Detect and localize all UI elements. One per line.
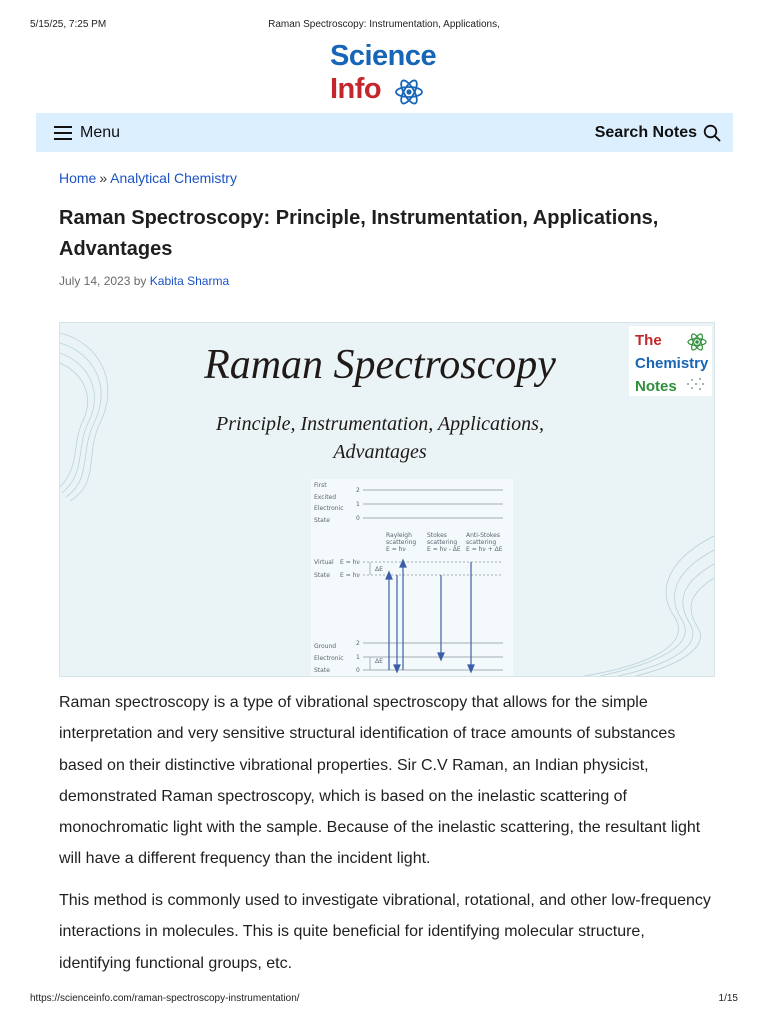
diagram-virtual-e2: E = hν <box>340 572 360 579</box>
menu-button[interactable] <box>54 122 120 144</box>
diagram-delta-e-top: ΔE <box>375 566 383 573</box>
diagram-rayleigh-1: Rayleigh <box>386 532 412 539</box>
search-notes-button[interactable] <box>595 122 721 144</box>
diagram-stokes-3: E = hν - ΔE <box>427 546 461 553</box>
diagram-label-excited: Excited <box>314 494 337 501</box>
badge-word-chemistry <box>635 355 708 372</box>
atom-icon <box>393 76 425 108</box>
breadcrumb-separator: » <box>99 170 108 186</box>
breadcrumb-home-link[interactable]: Home <box>59 170 97 186</box>
diagram-label-electronic-top: Electronic <box>314 505 344 512</box>
diagram-label-ground: Ground <box>314 643 337 650</box>
page-title: Raman Spectroscopy: Principle, Instrumentation, Applications, Advantages <box>59 207 659 260</box>
badge-word-the <box>635 332 662 349</box>
diagram-rayleigh-3: E = hν <box>386 546 406 553</box>
diagram-level-2-top: 2 <box>356 487 360 494</box>
diagram-label-electronic-bottom: Electronic <box>314 655 344 662</box>
post-by: by <box>133 274 147 288</box>
diagram-label-state-virtual: State <box>314 572 330 579</box>
diagram-level-0-top: 0 <box>356 515 360 522</box>
featured-image-title: Raman Spectroscopy <box>204 342 556 388</box>
breadcrumb <box>59 170 237 186</box>
article-paragraph-2: This method is commonly used to investigate vibrational, rotational, and other low-frequency interactions in molecules. This is quite beneficial for identifying molecular structure, identifying functional groups, etc. <box>59 892 711 972</box>
featured-image-subtitle-line1: Principle, Instrumentation, Applications, <box>216 413 544 435</box>
article-paragraph-1: Raman spectroscopy is a type of vibrational spectroscopy that allows for the simple interpretation and very sensitive structural identification of trace amounts of substances based on their distinctive vibrational properties. Sir C.V Raman, an Indian physicist, demonstrated Raman spectroscopy, which is based on the inelastic scattering of monochromatic light with the sample. Because of the inelastic scattering, the resultant light will have a different frequency than the incident light. <box>59 694 701 868</box>
diagram-delta-e-bottom: ΔE <box>375 658 383 665</box>
author-link[interactable]: Kabita Sharma <box>149 274 230 288</box>
post-meta <box>59 274 229 288</box>
decorative-swirl-right <box>584 526 714 676</box>
post-date: July 14, 2023 <box>59 274 131 288</box>
main-navbar <box>36 113 733 152</box>
diagram-arrow-stokes-up-head <box>400 560 406 567</box>
featured-image-subtitle-line2: Advantages <box>333 441 427 463</box>
energy-level-diagram <box>311 479 513 676</box>
print-url: https://scienceinfo.com/raman-spectroscopy-instrumentation/ <box>30 993 300 1004</box>
diagram-label-state-top: State <box>314 517 330 524</box>
logo-line-info: Info <box>330 73 382 105</box>
print-datetime: 5/15/25, 7:25 PM <box>30 19 107 30</box>
diagram-label-first: First <box>314 482 327 489</box>
badge-word-notes-text: Notes <box>635 378 677 395</box>
hamburger-icon <box>54 126 72 140</box>
diagram-level-2-bottom: 2 <box>356 640 360 647</box>
print-footer <box>30 993 738 1007</box>
site-logo[interactable] <box>0 40 768 108</box>
breadcrumb-category-link[interactable]: Analytical Chemistry <box>110 170 237 186</box>
diagram-level-1-bottom: 1 <box>356 654 360 661</box>
diagram-level-1-top: 1 <box>356 501 360 508</box>
print-page-number: 1/15 <box>718 993 738 1004</box>
diagram-rayleigh-2: scattering <box>386 539 417 546</box>
diagram-level-0-bottom: 0 <box>356 667 360 674</box>
diagram-arrow-rayleigh-head <box>394 665 400 672</box>
badge-word-chemistry-text: Chemistry <box>635 355 709 372</box>
diagram-label-state-bottom: State <box>314 667 330 674</box>
diagram-antistokes-1: Anti-Stokes <box>466 532 501 539</box>
print-header <box>30 19 738 33</box>
featured-image <box>59 322 715 677</box>
badge-dots-icon <box>685 376 705 392</box>
badge-word-the-text: The <box>635 332 662 349</box>
diagram-virtual-e1: E = hν <box>340 559 360 566</box>
diagram-stokes-1: Stokes <box>427 532 447 539</box>
diagram-label-virtual: Virtual <box>314 559 334 566</box>
diagram-antistokes-3: E = hν + ΔE <box>466 546 503 553</box>
badge-word-notes <box>635 378 677 395</box>
logo-line-science: Science <box>330 40 437 72</box>
diagram-arrow-stokes-head <box>438 653 444 660</box>
chemistry-notes-badge <box>629 326 712 396</box>
menu-label: Menu <box>80 124 121 141</box>
diagram-antistokes-2: scattering <box>466 539 497 546</box>
diagram-arrow-antistokes-head <box>468 665 474 672</box>
search-icon <box>703 124 721 142</box>
diagram-stokes-2: scattering <box>427 539 458 546</box>
search-notes-label: Search Notes <box>594 124 697 141</box>
print-doc-title: Raman Spectroscopy: Instrumentation, Applications, <box>268 19 500 30</box>
badge-atom-icon <box>686 331 708 353</box>
diagram-arrow-excitation-head <box>386 572 392 579</box>
